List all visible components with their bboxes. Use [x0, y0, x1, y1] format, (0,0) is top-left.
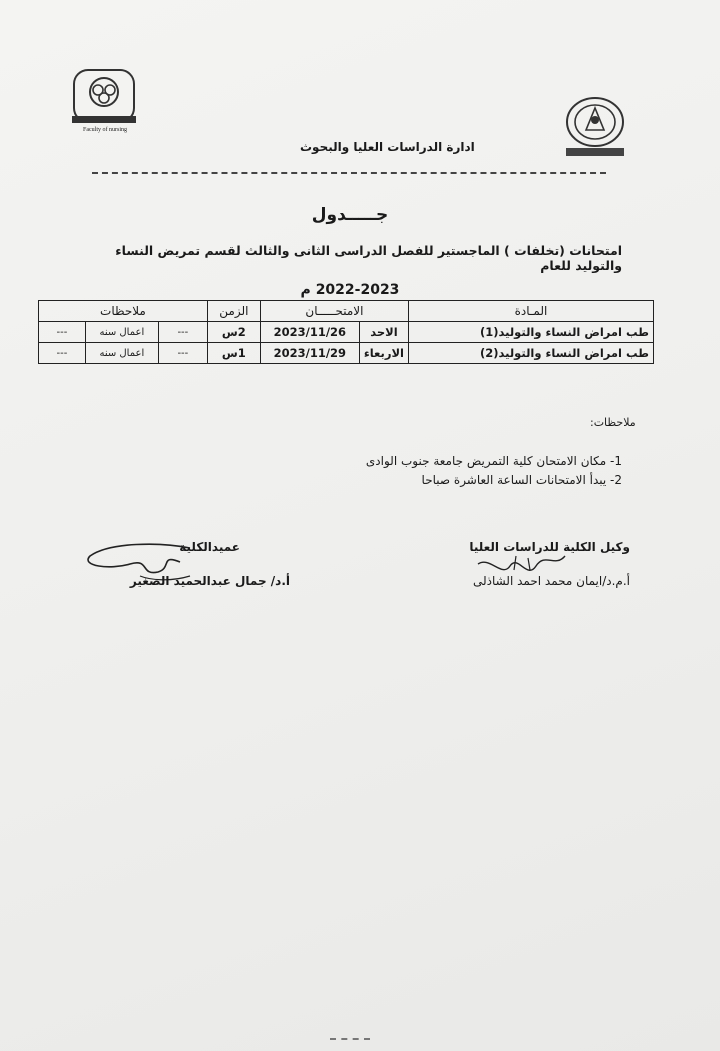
note-item: 1- مكان الامتحان كلية التمريض جامعة جنوب الوادى [365, 454, 622, 468]
header-exam: الامتحـــــان [260, 301, 408, 322]
dean-title: عميدالكلية [179, 540, 240, 554]
header-subject: المـادة [409, 301, 654, 322]
vice-dean-title: وكيل الكلية للدراسات العليا [469, 540, 630, 554]
cell-note-2: اعمال سنه [85, 343, 158, 364]
note-item: 2- يبدأ الامتحانات الساعة العاشرة صباحا [421, 473, 622, 487]
notes-label: ملاحظات: [590, 416, 636, 429]
cell-day: الاحد [359, 322, 408, 343]
header-duration: الزمن [207, 301, 260, 322]
exam-schedule-table [38, 300, 654, 364]
cell-note-3: --- [39, 343, 86, 364]
table-row [39, 322, 654, 343]
cell-subject: طب امراض النساء والتوليد(2) [409, 343, 654, 364]
table-row [39, 343, 654, 364]
cell-day: الاربعاء [359, 343, 408, 364]
department-header: ادارة الدراسات العليا والبحوث [300, 140, 475, 154]
dean-name: أ.د/ جمال عبدالحميد الصغير [129, 574, 290, 588]
cell-note-3: --- [39, 322, 86, 343]
header-notes: ملاحظات [39, 301, 208, 322]
cell-subject: طب امراض النساء والتوليد(1) [409, 322, 654, 343]
cell-note-1: --- [158, 343, 207, 364]
university-seal [556, 92, 634, 164]
header-divider [92, 172, 606, 174]
document-subtitle: امتحانات (تخلفات ) الماجستير للفصل الدراسى الثانى والثالث لقسم تمريض النساء والتوليد للعام [115, 243, 622, 273]
logo-caption: Faculty of nursing [83, 127, 127, 133]
cell-date: 2023/11/26 [260, 322, 359, 343]
vice-dean-name: أ.م.د/ايمان محمد احمد الشاذلى [472, 574, 630, 588]
cell-duration: 2س [207, 322, 260, 343]
table-header-row [39, 301, 654, 322]
cell-note-2: اعمال سنه [85, 322, 158, 343]
cell-duration: 1س [207, 343, 260, 364]
notes-list [300, 452, 622, 490]
cell-note-1: --- [158, 322, 207, 343]
cell-date: 2023/11/29 [260, 343, 359, 364]
academic-year: 2022-2023 م [300, 282, 400, 298]
page-footer-mark [330, 1038, 370, 1040]
document-title: جـــــدول [311, 205, 389, 225]
